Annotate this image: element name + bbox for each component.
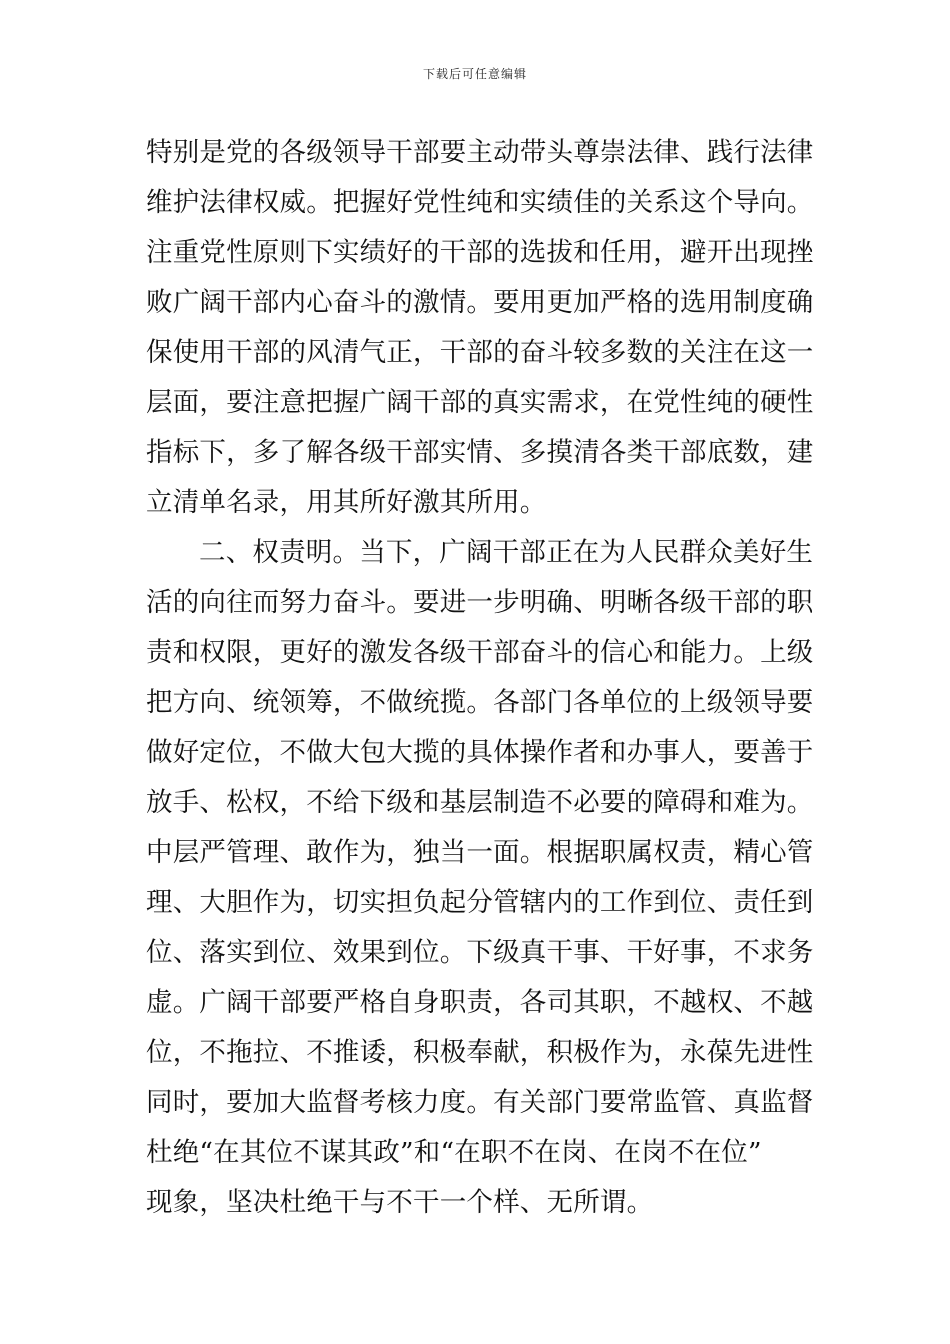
text-line: 特别是党的各级领导干部要主动带头尊崇法律、践行法律 xyxy=(146,137,814,168)
text-line: 现象，坚决杜绝干与不干一个样、无所谓。 xyxy=(146,1187,654,1218)
text-line: 位，不拖拉、不推诿，积极奉献，积极作为，永葆先进性 xyxy=(146,1037,814,1068)
text-line: 同时，要加大监督考核力度。有关部门要常监管、真监督 xyxy=(146,1087,814,1118)
text-line: 责和权限，更好的激发各级干部奋斗的信心和能力。上级 xyxy=(146,637,814,668)
text-line: 理、大胆作为，切实担负起分管辖内的工作到位、责任到 xyxy=(146,887,814,918)
text-line: 中层严管理、敢作为，独当一面。根据职属权责，精心管 xyxy=(146,837,814,868)
text-line: 虚。广阔干部要严格自身职责，各司其职，不越权、不越 xyxy=(146,987,814,1018)
text-line: 立清单名录，用其所好激其所用。 xyxy=(146,487,547,518)
document-body xyxy=(146,128,826,1228)
text-line: 放手、松权，不给下级和基层制造不必要的障碍和难为。 xyxy=(146,787,814,818)
text-line: 维护法律权威。把握好党性纯和实绩佳的关系这个导向。 xyxy=(146,187,814,218)
text-line: 败广阔干部内心奋斗的激情。要用更加严格的选用制度确 xyxy=(146,287,814,318)
paragraph-start-line: 二、权责明。当下，广阔干部正在为人民群众美好生 xyxy=(199,537,814,568)
text-line: 做好定位，不做大包大揽的具体操作者和办事人，要善于 xyxy=(146,737,814,768)
text-line: 指标下，多了解各级干部实情、多摸清各类干部底数，建 xyxy=(146,437,814,468)
text-line: 把方向、统领筹，不做统揽。各部门各单位的上级领导要 xyxy=(146,687,814,718)
text-line: 位、落实到位、效果到位。下级真干事、干好事，不求务 xyxy=(146,937,814,968)
text-line: 层面，要注意把握广阔干部的真实需求，在党性纯的硬性 xyxy=(146,387,814,418)
text-line: 杜绝“在其位不谋其政”和“在职不在岗、在岗不在位” xyxy=(146,1137,762,1168)
text-line: 活的向往而努力奋斗。要进一步明确、明晰各级干部的职 xyxy=(146,587,814,618)
text-line: 注重党性原则下实绩好的干部的选拔和任用，避开出现挫 xyxy=(146,237,814,268)
text-line: 保使用干部的风清气正，干部的奋斗较多数的关注在这一 xyxy=(146,337,814,368)
page-header: 下载后可任意编辑 xyxy=(422,67,527,81)
